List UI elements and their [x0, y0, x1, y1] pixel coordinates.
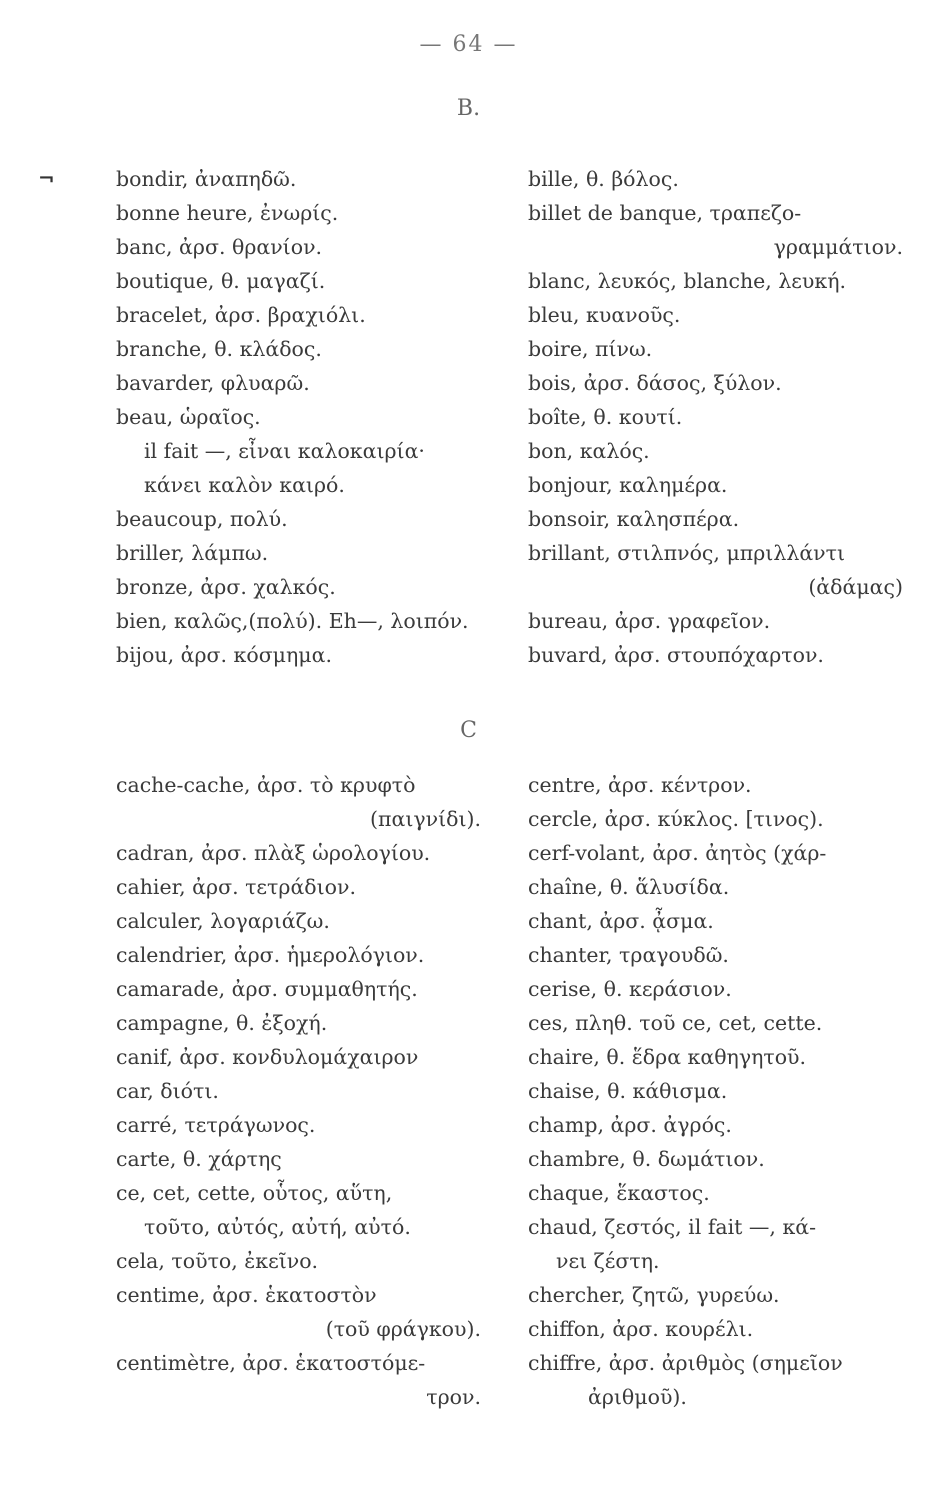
entry-line: centimètre, ἀρσ. ἑκατοστόμε-	[116, 1351, 426, 1375]
entry-line: νει ζέστη.	[556, 1249, 660, 1273]
entry-line: bon, καλός.	[528, 439, 650, 463]
entry-line: briller, λάμπω.	[116, 541, 269, 565]
entry-line: branche, θ. κλάδος.	[116, 337, 322, 361]
entry-line: cahier, ἀρσ. τετράδιον.	[116, 875, 356, 899]
entry-line: calendrier, ἀρσ. ἡμερολόγιον.	[116, 943, 425, 967]
entry-line: camarade, ἀρσ. συμμαθητής.	[116, 977, 418, 1001]
entry-line: chanter, τραγουδῶ.	[528, 943, 729, 967]
entry-line: bonjour, καλημέρα.	[528, 473, 728, 497]
entry-line: chaque, ἕκαστος.	[528, 1181, 710, 1205]
entry-line: bronze, ἀρσ. χαλκός.	[116, 575, 336, 599]
entry-line: (ἀδάμας)	[808, 575, 903, 599]
entry-line: car, διότι.	[116, 1079, 219, 1103]
entry-line: chiffre, ἀρσ. ἀριθμὸς (σημεῖον	[528, 1351, 843, 1375]
entry-line: (παιγνίδι).	[370, 807, 481, 831]
section-c-right-column	[528, 768, 893, 1414]
entry-line: boîte, θ. κουτί.	[528, 405, 683, 429]
entry-line: calculer, λογαριάζω.	[116, 909, 330, 933]
entry-line: bracelet, ἀρσ. βραχιόλι.	[116, 303, 366, 327]
section-b-right-column	[528, 162, 903, 672]
entry-line: boutique, θ. μαγαζί.	[116, 269, 326, 293]
entry-line: bois, ἀρσ. δάσος, ξύλον.	[528, 371, 782, 395]
entry-line: cerise, θ. κεράσιον.	[528, 977, 732, 1001]
entry-line: campagne, θ. ἐξοχή.	[116, 1011, 328, 1035]
entry-line: blanc, λευκός, blanche, λευκή.	[528, 269, 847, 293]
page-number: — 64 —	[419, 32, 518, 57]
entry-line: bonne heure, ἐνωρίς.	[116, 201, 339, 225]
entry-line: bavarder, φλυαρῶ.	[116, 371, 310, 395]
entry-line: bondir, ἀναπηδῶ.	[116, 167, 297, 191]
entry-line: chaîne, θ. ἅλυσίδα.	[528, 875, 730, 899]
entry-line: γραμμάτιον.	[773, 235, 903, 259]
entry-line: τοῦτο, αὐτός, αὐτή, αὐτό.	[144, 1215, 411, 1239]
entry-line: beau, ὡραῖος.	[116, 405, 261, 429]
entry-line: τρον.	[426, 1385, 481, 1409]
entry-line: il fait —, εἶναι καλοκαιρία·	[144, 439, 425, 463]
entry-line: boire, πίνω.	[528, 337, 653, 361]
entry-line: bille, θ. βόλος.	[528, 167, 679, 191]
entry-line: chercher, ζητῶ, γυρεύω.	[528, 1283, 780, 1307]
entry-line: (τοῦ φράγκου).	[325, 1317, 481, 1341]
entry-line: chaise, θ. κάθισμα.	[528, 1079, 728, 1103]
entry-line: cache-cache, ἀρσ. τὸ κρυφτὸ	[116, 773, 416, 797]
entry-line: buvard, ἀρσ. στουπόχαρτον.	[528, 643, 824, 667]
entry-line: bleu, κυανοῦς.	[528, 303, 681, 327]
margin-mark: ¬	[38, 166, 55, 190]
entry-line: κάνει καλὸν καιρό.	[144, 473, 345, 497]
section-b-left-column	[116, 162, 516, 672]
entry-line: ce, cet, cette, οὗτος, αὕτη,	[116, 1181, 393, 1205]
entry-line: canif, ἀρσ. κονδυλομάχαιρον	[116, 1045, 419, 1069]
entry-line: bonsoir, καλησπέρα.	[528, 507, 740, 531]
entry-line: banc, ἀρσ. θρανίον.	[116, 235, 323, 259]
entry-line: beaucoup, πολύ.	[116, 507, 288, 531]
entry-line: brillant, στιλπνός, μπριλλάντι	[528, 541, 845, 565]
entry-line: bien, καλῶς,(πολύ). Eh—, λοιπόν.	[116, 609, 469, 633]
entry-line: champ, ἀρσ. ἀγρός.	[528, 1113, 732, 1137]
entry-line: ἀριθμοῦ).	[588, 1385, 687, 1409]
entry-line: centre, ἀρσ. κέντρον.	[528, 773, 752, 797]
entry-line: chambre, θ. δωμάτιον.	[528, 1147, 765, 1171]
entry-line: cercle, ἀρσ. κύκλος. [τινος).	[528, 807, 824, 831]
entry-line: bureau, ἀρσ. γραφεῖον.	[528, 609, 771, 633]
entry-line: ces, πληθ. τοῦ ce, cet, cette.	[528, 1011, 823, 1035]
section-c-left-column	[116, 768, 481, 1414]
entry-line: chaire, θ. ἕδρα καθηγητοῦ.	[528, 1045, 807, 1069]
entry-line: cadran, ἀρσ. πλὰξ ὡρολογίου.	[116, 841, 431, 865]
entry-line: chaud, ζεστός, il fait —, κά-	[528, 1215, 817, 1239]
section-letter-c: C	[460, 718, 477, 743]
entry-line: carte, θ. χάρτης	[116, 1147, 282, 1171]
entry-line: cela, τοῦτο, ἐκεῖνο.	[116, 1249, 319, 1273]
entry-line: bijou, ἀρσ. κόσμημα.	[116, 643, 332, 667]
section-letter-b: B.	[456, 96, 481, 121]
entry-line: chant, ἀρσ. ᾆσμα.	[528, 909, 714, 933]
entry-line: billet de banque, τραπεζο-	[528, 201, 802, 225]
entry-line: centime, ἀρσ. ἑκατοστὸν	[116, 1283, 377, 1307]
entry-line: chiffon, ἀρσ. κουρέλι.	[528, 1317, 754, 1341]
entry-line: carré, τετράγωνος.	[116, 1113, 316, 1137]
entry-line: cerf-volant, ἀρσ. ἀητὸς (χάρ-	[528, 841, 827, 865]
